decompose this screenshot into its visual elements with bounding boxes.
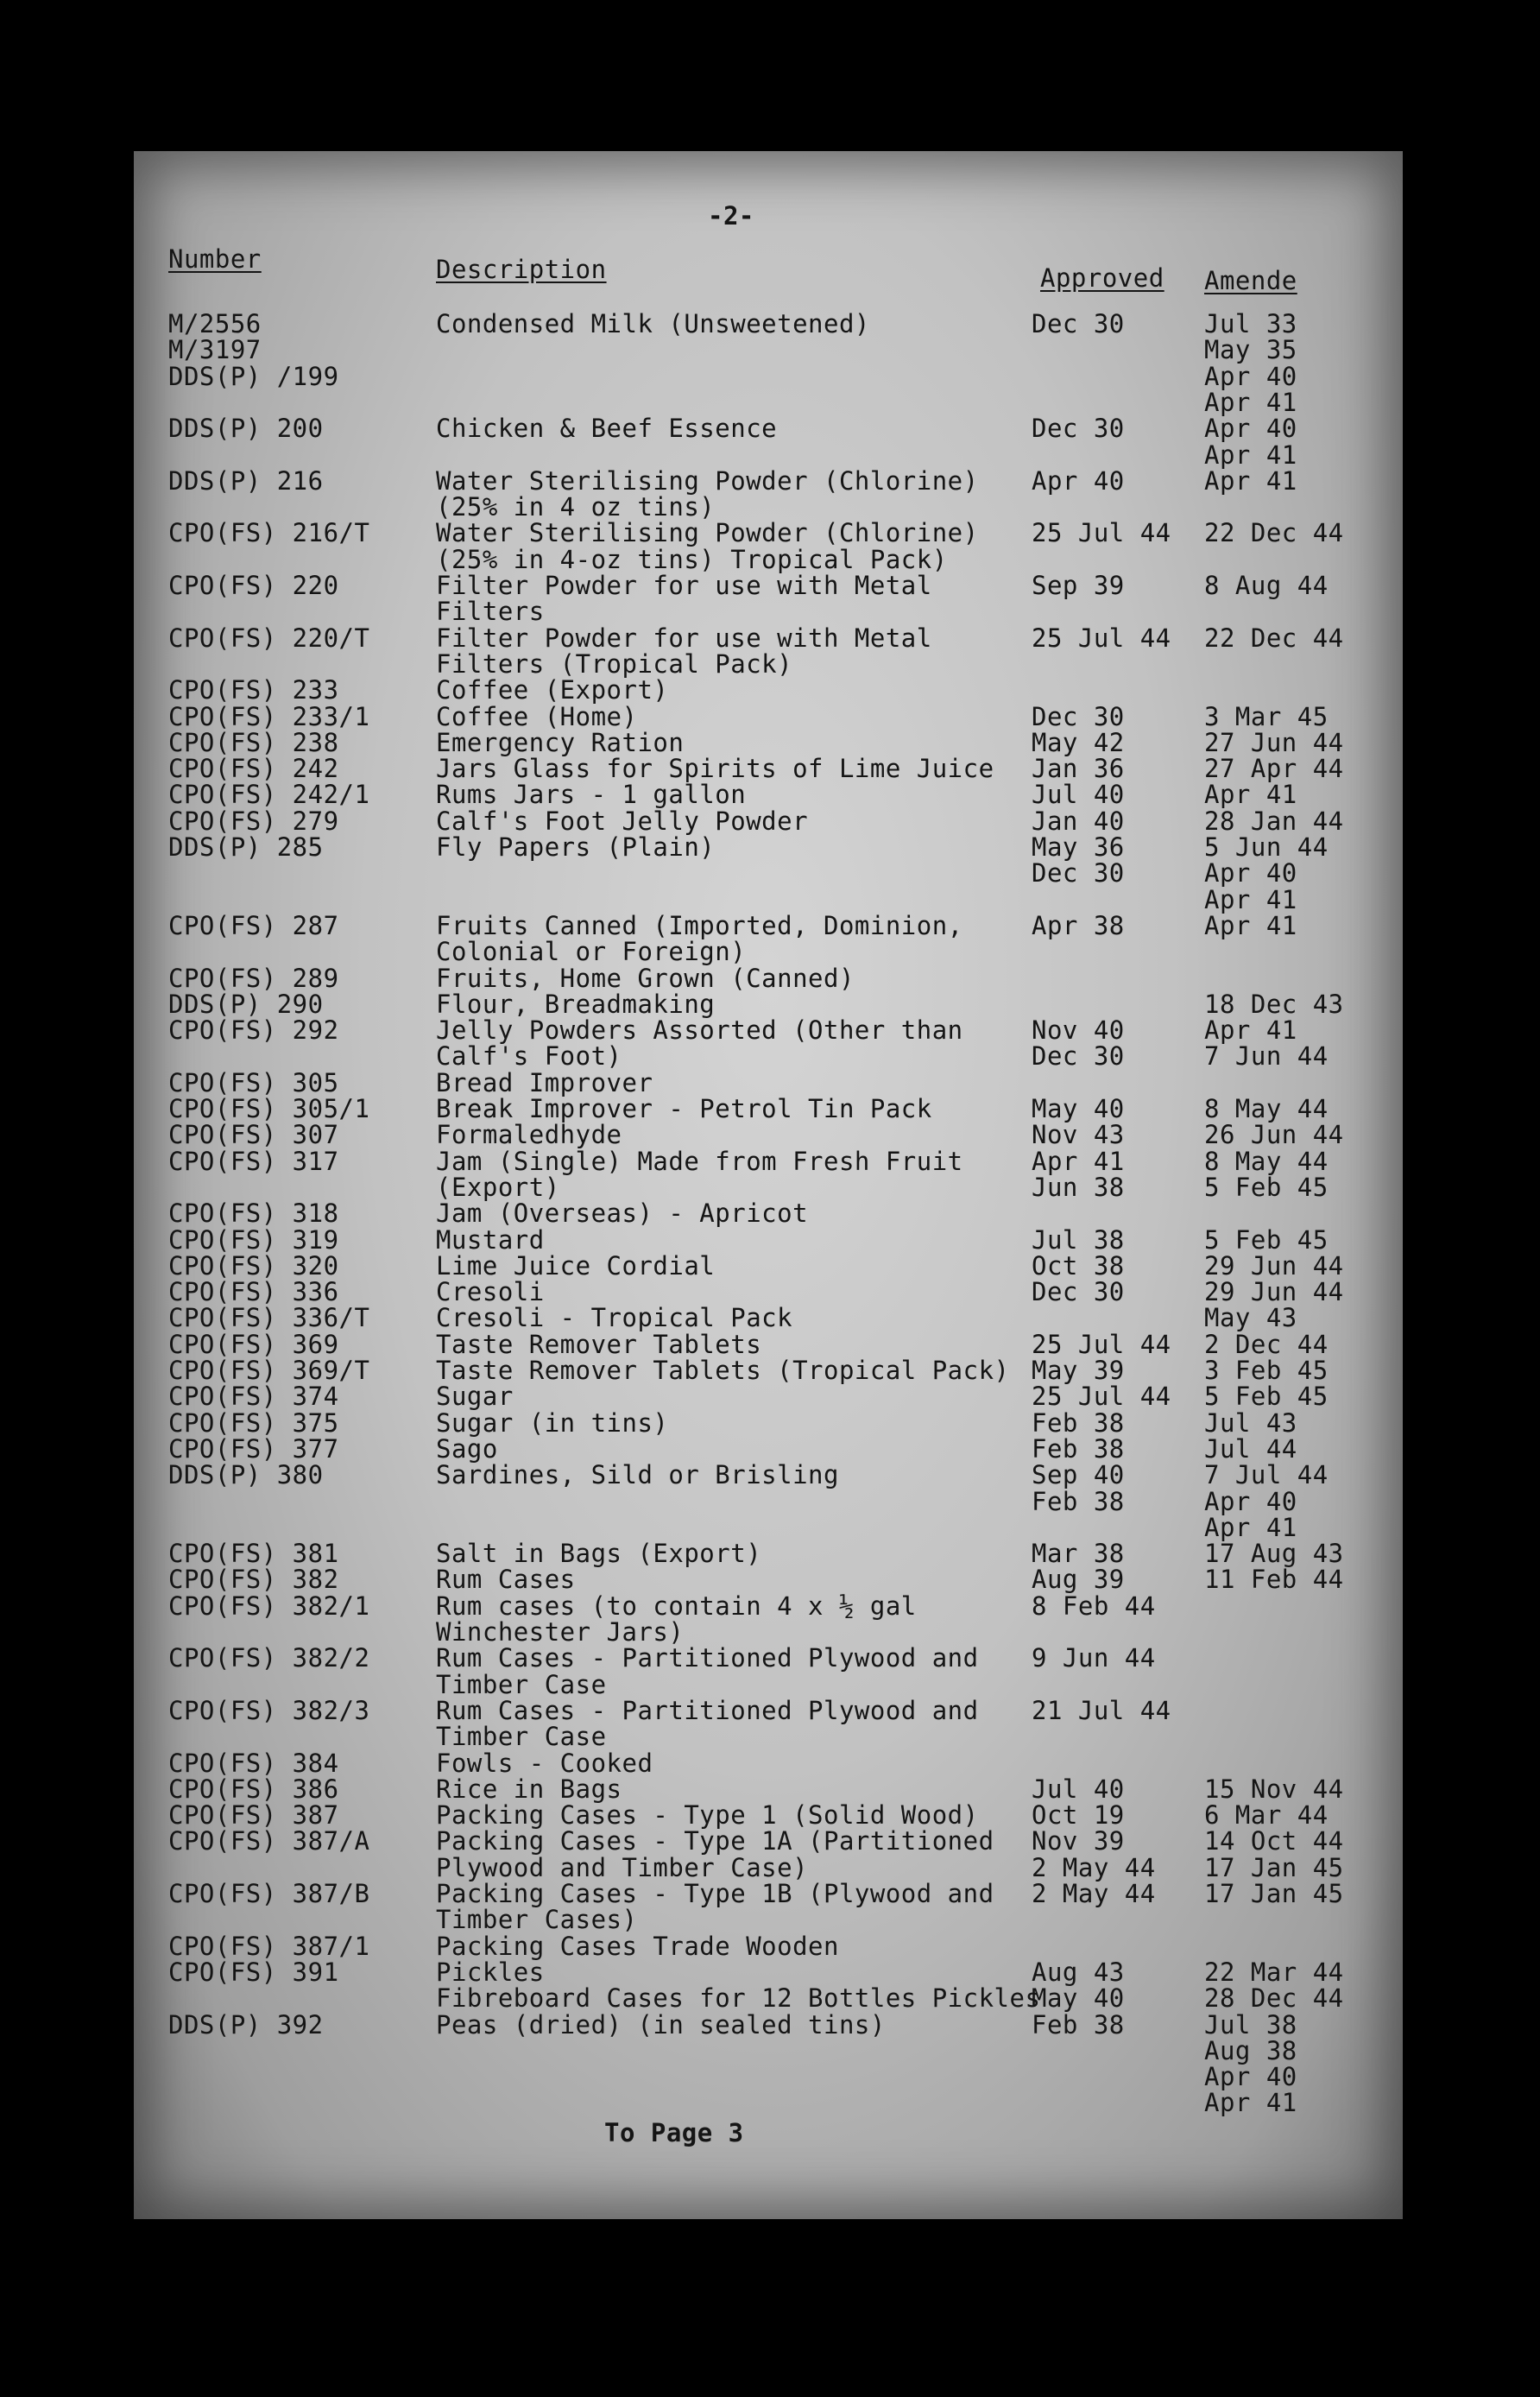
cell-description: Plywood and Timber Case) [436, 1852, 809, 1882]
cell-description: Filters [436, 597, 545, 627]
cell-approved: 9 Jun 44 [1032, 1643, 1156, 1673]
cell-description: Packing Cases - Type 1A (Partitioned [436, 1826, 994, 1856]
cell-amended: 14 Oct 44 [1204, 1826, 1344, 1856]
cell-description: Winchester Jars) [436, 1617, 685, 1647]
cell-description: Fruits, Home Grown (Canned) [436, 963, 855, 993]
cell-amended: 7 Jun 44 [1204, 1041, 1329, 1072]
cell-approved: 25 Jul 44 [1032, 1382, 1171, 1412]
cell-description: Colonial or Foreign) [436, 937, 747, 967]
cell-amended: 8 May 44 [1204, 1094, 1329, 1123]
cell-amended: Apr 41 [1204, 1015, 1297, 1046]
cell-description: (25% in 4-oz tins) Tropical Pack) [436, 544, 948, 574]
page-number: -2- [708, 201, 754, 231]
cell-number: CPO(FS) 375 [168, 1407, 339, 1438]
cell-description: Packing Cases - Type 1B (Plywood and [436, 1879, 994, 1908]
cell-approved: Dec 30 [1032, 858, 1125, 889]
cell-approved: Jan 40 [1032, 806, 1125, 836]
cell-number: CPO(FS) 377 [168, 1433, 339, 1464]
cell-amended: 5 Feb 45 [1204, 1382, 1329, 1412]
cell-amended: 22 Dec 44 [1204, 623, 1344, 653]
cell-number: CPO(FS) 287 [168, 910, 339, 940]
cell-amended: Apr 40 [1204, 361, 1297, 391]
cell-description: Sago [436, 1433, 498, 1464]
header-approved: Approved [1040, 263, 1164, 293]
cell-amended: Apr 41 [1204, 1512, 1297, 1542]
cell-approved: 2 May 44 [1032, 1852, 1156, 1882]
cell-amended: 28 Dec 44 [1204, 1983, 1344, 2014]
cell-number: CPO(FS) 289 [168, 963, 339, 993]
cell-description: Sardines, Sild or Brisling [436, 1460, 839, 1490]
cell-number: DDS(P) /199 [168, 361, 339, 391]
cell-amended: 22 Dec 44 [1204, 518, 1344, 548]
cell-description: Cresoli - Tropical Pack [436, 1303, 793, 1333]
cell-number: CPO(FS) 220 [168, 571, 339, 600]
cell-amended: May 35 [1204, 335, 1297, 365]
cell-amended: 15 Nov 44 [1204, 1774, 1344, 1804]
cell-amended: Jul 44 [1204, 1433, 1297, 1464]
cell-approved: Aug 43 [1032, 1957, 1125, 1987]
cell-amended: 22 Mar 44 [1204, 1957, 1344, 1987]
cell-description: Flour, Breadmaking [436, 989, 716, 1019]
cell-number: DDS(P) 392 [168, 2009, 324, 2040]
cell-number: CPO(FS) 382 [168, 1565, 339, 1595]
cell-amended: Jul 38 [1204, 2009, 1297, 2040]
cell-approved: Jul 40 [1032, 780, 1125, 810]
cell-description: Timber Case [436, 1722, 607, 1752]
cell-amended: 27 Apr 44 [1204, 754, 1344, 784]
cell-description: Calf's Foot Jelly Powder [436, 806, 809, 836]
cell-approved: Sep 39 [1032, 571, 1125, 600]
cell-amended: 8 Aug 44 [1204, 571, 1329, 600]
cell-number: CPO(FS) 307 [168, 1120, 339, 1150]
cell-number: CPO(FS) 320 [168, 1250, 339, 1281]
cell-approved: Nov 40 [1032, 1015, 1125, 1046]
cell-amended: 3 Feb 45 [1204, 1356, 1329, 1385]
cell-number: CPO(FS) 381 [168, 1539, 339, 1569]
cell-number: CPO(FS) 242 [168, 754, 339, 784]
cell-amended: Apr 41 [1204, 2088, 1297, 2118]
cell-amended: Apr 40 [1204, 414, 1297, 444]
cell-description: Emergency Ration [436, 727, 685, 757]
cell-description: Fly Papers (Plain) [436, 832, 716, 862]
cell-number: DDS(P) 290 [168, 989, 324, 1019]
cell-description: Sugar (in tins) [436, 1407, 669, 1438]
cell-description: Water Sterilising Powder (Chlorine) [436, 518, 979, 548]
cell-description: Filters (Tropical Pack) [436, 648, 793, 679]
cell-approved: May 40 [1032, 1983, 1125, 2014]
cell-description: Fruits Canned (Imported, Dominion, [436, 910, 963, 940]
cell-description: Condensed Milk (Unsweetened) [436, 309, 870, 338]
header-amended: Amende [1204, 266, 1297, 295]
cell-description: Calf's Foot) [436, 1041, 622, 1072]
cell-description: Taste Remover Tablets [436, 1329, 762, 1359]
cell-description: Timber Case [436, 1669, 607, 1699]
cell-amended: Apr 41 [1204, 884, 1297, 914]
cell-amended: 28 Jan 44 [1204, 806, 1344, 836]
cell-description: Coffee (Export) [436, 675, 669, 705]
cell-approved: Feb 38 [1032, 1407, 1125, 1438]
cell-description: Jam (Single) Made from Fresh Fruit [436, 1146, 963, 1176]
cell-amended: Apr 40 [1204, 2062, 1297, 2092]
cell-approved: May 36 [1032, 832, 1125, 862]
cell-amended: 2 Dec 44 [1204, 1329, 1329, 1359]
cell-description: Fibreboard Cases for 12 Bottles Pickles [436, 1983, 1041, 2014]
cell-approved: 21 Jul 44 [1032, 1695, 1171, 1725]
cell-approved: 2 May 44 [1032, 1879, 1156, 1908]
cell-amended: 6 Mar 44 [1204, 1800, 1329, 1831]
cell-description: Break Improver - Petrol Tin Pack [436, 1094, 932, 1123]
cell-approved: Nov 43 [1032, 1120, 1125, 1150]
cell-approved: Dec 30 [1032, 414, 1125, 444]
cell-amended: Apr 41 [1204, 465, 1297, 496]
cell-amended: Apr 41 [1204, 387, 1297, 417]
cell-number: CPO(FS) 317 [168, 1146, 339, 1176]
cell-description: Bread Improver [436, 1067, 653, 1097]
cell-number: CPO(FS) 242/1 [168, 780, 370, 810]
cell-description: Jars Glass for Spirits of Lime Juice [436, 754, 994, 784]
cell-approved: Dec 30 [1032, 1277, 1125, 1307]
cell-approved: Mar 38 [1032, 1539, 1125, 1569]
cell-approved: Oct 19 [1032, 1800, 1125, 1831]
cell-approved: Oct 38 [1032, 1250, 1125, 1281]
cell-approved: Sep 40 [1032, 1460, 1125, 1490]
cell-approved: Jul 40 [1032, 1774, 1125, 1804]
cell-description: Rums Jars - 1 gallon [436, 780, 747, 810]
cell-amended: Apr 41 [1204, 910, 1297, 940]
cell-number: DDS(P) 380 [168, 1460, 324, 1490]
cell-number: CPO(FS) 305 [168, 1067, 339, 1097]
cell-number: CPO(FS) 384 [168, 1748, 339, 1778]
cell-description: Packing Cases Trade Wooden [436, 1931, 839, 1961]
cell-approved: May 39 [1032, 1356, 1125, 1385]
cell-description: Water Sterilising Powder (Chlorine) [436, 465, 979, 496]
header-number: Number [168, 244, 262, 274]
cell-number: CPO(FS) 216/T [168, 518, 370, 548]
cell-amended: Apr 41 [1204, 780, 1297, 810]
cell-description: Rum cases (to contain 4 x ½ gal [436, 1591, 917, 1621]
cell-approved: 8 Feb 44 [1032, 1591, 1156, 1621]
cell-amended: Aug 38 [1204, 2035, 1297, 2065]
cell-number: CPO(FS) 369/T [168, 1356, 370, 1385]
cell-description: (Export) [436, 1172, 560, 1202]
cell-description: Cresoli [436, 1277, 545, 1307]
cell-approved: Dec 30 [1032, 701, 1125, 731]
cell-approved: Apr 41 [1032, 1146, 1125, 1176]
cell-number: CPO(FS) 387/A [168, 1826, 370, 1856]
cell-amended: 17 Aug 43 [1204, 1539, 1344, 1569]
cell-description: Rum Cases - Partitioned Plywood and [436, 1695, 979, 1725]
cell-number: CPO(FS) 279 [168, 806, 339, 836]
cell-description: Jam (Overseas) - Apricot [436, 1198, 809, 1229]
cell-amended: 7 Jul 44 [1204, 1460, 1329, 1490]
cell-approved: 25 Jul 44 [1032, 1329, 1171, 1359]
cell-approved: Nov 39 [1032, 1826, 1125, 1856]
cell-number: DDS(P) 216 [168, 465, 324, 496]
document-page [134, 151, 1403, 2219]
footer-note: To Page 3 [604, 2118, 744, 2147]
cell-number: M/3197 [168, 335, 262, 365]
cell-number: CPO(FS) 318 [168, 1198, 339, 1229]
cell-approved: Feb 38 [1032, 1486, 1125, 1516]
cell-amended: 11 Feb 44 [1204, 1565, 1344, 1595]
cell-approved: May 42 [1032, 727, 1125, 757]
cell-number: M/2556 [168, 309, 262, 338]
cell-approved: Jan 36 [1032, 754, 1125, 784]
cell-description: Sugar [436, 1382, 514, 1412]
cell-number: CPO(FS) 238 [168, 727, 339, 757]
cell-number: CPO(FS) 233 [168, 675, 339, 705]
cell-description: Rice in Bags [436, 1774, 622, 1804]
cell-number: CPO(FS) 369 [168, 1329, 339, 1359]
cell-number: DDS(P) 285 [168, 832, 324, 862]
cell-description: Rum Cases [436, 1565, 576, 1595]
cell-number: CPO(FS) 382/1 [168, 1591, 370, 1621]
cell-number: CPO(FS) 382/2 [168, 1643, 370, 1673]
cell-amended: Apr 41 [1204, 440, 1297, 470]
cell-approved: Aug 39 [1032, 1565, 1125, 1595]
cell-number: CPO(FS) 319 [168, 1224, 339, 1255]
cell-approved: 25 Jul 44 [1032, 623, 1171, 653]
cell-description: Rum Cases - Partitioned Plywood and [436, 1643, 979, 1673]
cell-approved: Apr 38 [1032, 910, 1125, 940]
cell-approved: Dec 30 [1032, 309, 1125, 338]
cell-number: CPO(FS) 233/1 [168, 701, 370, 731]
cell-amended: 8 May 44 [1204, 1146, 1329, 1176]
cell-approved: Jul 38 [1032, 1224, 1125, 1255]
cell-number: CPO(FS) 387 [168, 1800, 339, 1831]
header-description: Description [436, 255, 607, 284]
cell-description: Coffee (Home) [436, 701, 638, 731]
cell-amended: 3 Mar 45 [1204, 701, 1329, 731]
cell-amended: Apr 40 [1204, 858, 1297, 889]
cell-amended: 5 Feb 45 [1204, 1172, 1329, 1202]
cell-description: Taste Remover Tablets (Tropical Pack) [436, 1356, 1010, 1385]
cell-number: CPO(FS) 336 [168, 1277, 339, 1307]
cell-number: CPO(FS) 336/T [168, 1303, 370, 1333]
cell-amended: Jul 33 [1204, 309, 1297, 338]
cell-approved: Feb 38 [1032, 1433, 1125, 1464]
cell-description: Salt in Bags (Export) [436, 1539, 762, 1569]
cell-description: Jelly Powders Assorted (Other than [436, 1015, 963, 1046]
cell-number: CPO(FS) 387/1 [168, 1931, 370, 1961]
cell-description: Pickles [436, 1957, 545, 1987]
cell-description: Fowls - Cooked [436, 1748, 653, 1778]
cell-number: CPO(FS) 391 [168, 1957, 339, 1987]
cell-description: Timber Cases) [436, 1905, 638, 1935]
cell-description: Peas (dried) (in sealed tins) [436, 2009, 886, 2040]
cell-number: CPO(FS) 386 [168, 1774, 339, 1804]
cell-number: CPO(FS) 220/T [168, 623, 370, 653]
cell-number: CPO(FS) 292 [168, 1015, 339, 1046]
cell-amended: 26 Jun 44 [1204, 1120, 1344, 1150]
cell-approved: Feb 38 [1032, 2009, 1125, 2040]
cell-approved: May 40 [1032, 1094, 1125, 1123]
cell-approved: Dec 30 [1032, 1041, 1125, 1072]
cell-number: CPO(FS) 382/3 [168, 1695, 370, 1725]
cell-number: CPO(FS) 387/B [168, 1879, 370, 1908]
cell-amended: 27 Jun 44 [1204, 727, 1344, 757]
cell-amended: Jul 43 [1204, 1407, 1297, 1438]
cell-amended: 5 Feb 45 [1204, 1224, 1329, 1255]
cell-approved: Jun 38 [1032, 1172, 1125, 1202]
cell-amended: 5 Jun 44 [1204, 832, 1329, 862]
cell-description: Packing Cases - Type 1 (Solid Wood) [436, 1800, 979, 1831]
cell-number: DDS(P) 200 [168, 414, 324, 444]
cell-amended: 17 Jan 45 [1204, 1879, 1344, 1908]
cell-description: Chicken & Beef Essence [436, 414, 778, 444]
cell-description: Lime Juice Cordial [436, 1250, 716, 1281]
cell-amended: 29 Jun 44 [1204, 1277, 1344, 1307]
cell-amended: Apr 40 [1204, 1486, 1297, 1516]
cell-number: CPO(FS) 305/1 [168, 1094, 370, 1123]
cell-description: Filter Powder for use with Metal [436, 623, 932, 653]
cell-number: CPO(FS) 374 [168, 1382, 339, 1412]
cell-description: Filter Powder for use with Metal [436, 571, 932, 600]
cell-description: Formaledhyde [436, 1120, 622, 1150]
cell-amended: 17 Jan 45 [1204, 1852, 1344, 1882]
cell-amended: 18 Dec 43 [1204, 989, 1344, 1019]
cell-description: (25% in 4 oz tins) [436, 492, 716, 522]
cell-description: Mustard [436, 1224, 545, 1255]
cell-amended: May 43 [1204, 1303, 1297, 1333]
cell-amended: 29 Jun 44 [1204, 1250, 1344, 1281]
cell-approved: Apr 40 [1032, 465, 1125, 496]
cell-approved: 25 Jul 44 [1032, 518, 1171, 548]
